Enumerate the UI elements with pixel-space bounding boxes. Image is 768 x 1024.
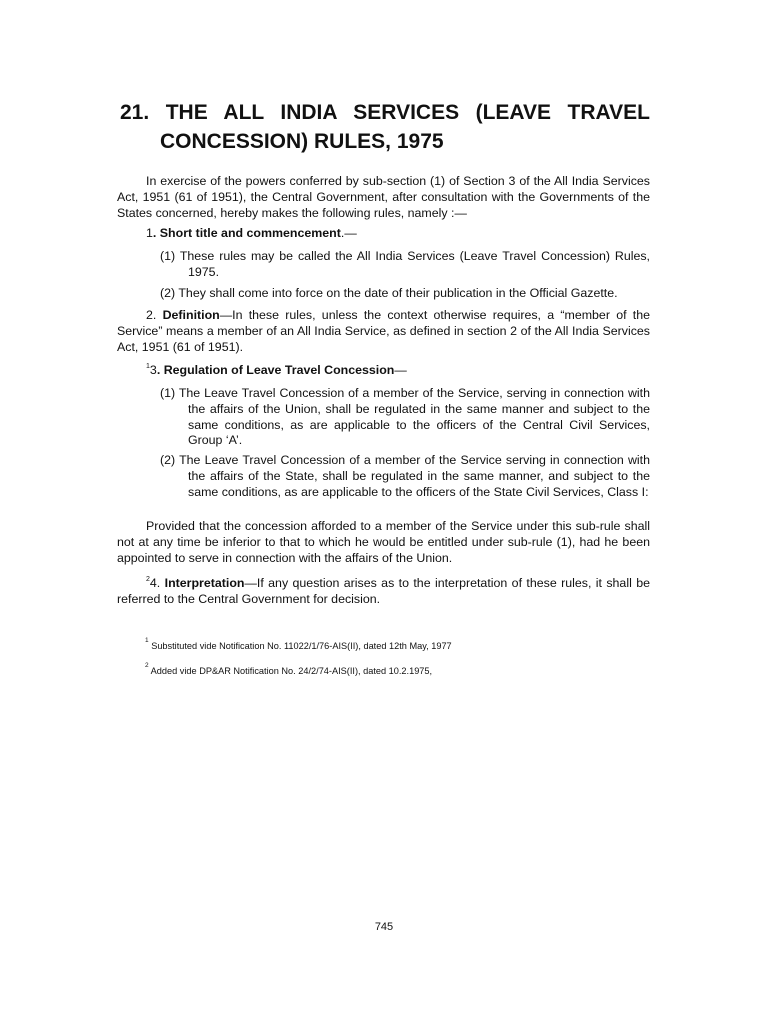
footnote-1-marker: 1: [145, 637, 149, 644]
preamble-block: [117, 174, 650, 221]
rule-1-sub-1-block: [117, 249, 650, 281]
rule-1-sub-2: (2) They shall come into force on the date of their publication in the Official Gazette.: [160, 286, 618, 300]
title-line-2: CONCESSION) RULES, 1975: [160, 130, 444, 153]
rule-1-heading-suffix: .—: [340, 226, 357, 240]
rule-3-heading: [117, 363, 650, 379]
footnote-2: [145, 662, 433, 677]
rule-1-heading-text: . Short title and commencement: [152, 226, 341, 240]
rule-3-proviso: Provided that the concession afforded to a member of the Service under this sub-rule shall not at any time be inferior to that to which he would be entitled under sub-rule (1), had he been appointed to serve in connection with the affairs of the Union.: [117, 519, 650, 565]
rule-3-heading-suffix: —: [394, 363, 407, 377]
rule-4-text: —If any question arises as to the interpretation of these rules, it shall be referred to the Central Government for decision.: [117, 576, 650, 606]
rule-4-block: [117, 576, 650, 608]
rule-1-number: 1: [146, 226, 153, 240]
rule-2-paragraph: [117, 308, 650, 355]
page-number: 745: [374, 921, 394, 933]
rule-3-heading-text: . Regulation of Leave Travel Concession: [156, 363, 395, 377]
title-line-1: 21. THE ALL INDIA SERVICES (LEAVE TRAVEL: [120, 101, 650, 124]
footnote-1: [145, 637, 452, 652]
rule-1-sub-2-block: [117, 286, 650, 302]
footnote-2-marker: 2: [145, 662, 149, 669]
rule-3-sub-2-block: [117, 453, 650, 500]
rule-2-block: [117, 308, 650, 355]
rule-4-heading: Interpretation: [164, 576, 245, 590]
rule-2-text: —In these rules, unless the context otherwise requires, a “member of the Service” means a member of an All India Service, as defined in section 2 of the All India Services Act, 1951 (61 of 1951).: [117, 308, 650, 354]
rule-3-sub-2: (2) The Leave Travel Concession of a member of the Service serving in connection with the affairs of the State, shall be regulated in the same manner, and subject to the same conditions, as are applicable to the officers of the State Civil Services, Class I:: [160, 453, 650, 499]
rule-2-number: 2.: [146, 308, 157, 322]
rule-4-number: 4.: [149, 576, 161, 590]
preamble-paragraph: In exercise of the powers conferred by sub-section (1) of Section 3 of the All India Services Act, 1951 (61 of 1951), the Central Government, after consultation with the Governments of the States concerned, hereby makes the following rules, namely :—: [117, 174, 650, 220]
rule-4-footnote-marker: 2: [146, 576, 150, 583]
page-title: [120, 98, 650, 156]
rule-1-sub-1: (1) These rules may be called the All India Services (Leave Travel Concession) Rules, 1975.: [160, 249, 650, 279]
rule-2-heading: Definition: [162, 308, 220, 322]
rule-3-sub-1-block: [117, 386, 650, 449]
rule-4-paragraph: [117, 576, 650, 608]
rule-3-proviso-block: [117, 519, 650, 566]
rule-3-number: 3: [149, 363, 157, 377]
rule-3-sub-1: (1) The Leave Travel Concession of a member of the Service, serving in connection with the affairs of the Union, shall be regulated in the same manner and subject to the same conditions, as are applicable to the officers of the Central Civil Services, Group ‘A’.: [160, 386, 650, 448]
rule-3-footnote-marker: 1: [146, 363, 150, 370]
footnote-2-text: Added vide DP&AR Notification No. 24/2/74-AIS(II), dated 10.2.1975,: [150, 666, 433, 676]
footnote-1-text: Substituted vide Notification No. 11022/1/76-AIS(II), dated 12th May, 1977: [151, 641, 452, 651]
rule-1-heading: [117, 226, 650, 242]
